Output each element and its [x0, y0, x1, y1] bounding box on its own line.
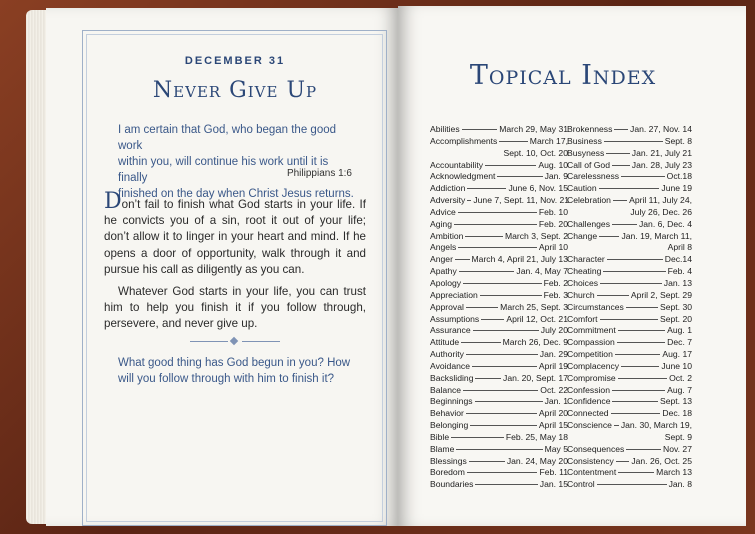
index-term: Consistency [567, 455, 614, 466]
leader-dots [611, 413, 661, 414]
index-entry [430, 207, 568, 219]
index-term: Adversity [430, 195, 466, 206]
index-term: Appreciation [430, 289, 478, 300]
index-term: Boredom [430, 467, 465, 478]
index-reference: Dec. 18 [662, 408, 692, 419]
index-entry [567, 467, 692, 479]
index-reference: April 12, Oct. 21 [506, 313, 568, 324]
index-term: Backsliding [430, 372, 474, 383]
verse-line: within you, will continue his work until it is finally [118, 156, 329, 184]
index-term: Assurance [430, 325, 471, 336]
index-entry [430, 385, 568, 397]
index-term: Celebration [567, 195, 611, 206]
index-reference: Aug. 7 [667, 384, 692, 395]
index-entry [430, 160, 568, 172]
index-reference: June 10 [661, 360, 692, 371]
index-entry [430, 325, 568, 337]
index-term: Call of God [567, 159, 610, 170]
leader-dots [612, 401, 658, 402]
index-term: Boundaries [430, 479, 474, 490]
index-entry [567, 314, 692, 326]
devotional-date: DECEMBER 31 [184, 55, 286, 67]
index-reference: April 20 [538, 408, 568, 419]
index-entry [567, 160, 692, 172]
index-term: Avoidance [430, 360, 470, 371]
divider-line [190, 341, 228, 342]
index-entry [567, 290, 692, 302]
index-entry [567, 396, 692, 408]
index-reference: Aug. 17 [662, 349, 692, 360]
index-reference: Jan. 13 [663, 277, 692, 288]
index-entry [430, 278, 568, 290]
index-entry [430, 361, 568, 373]
index-reference: Jan. 27, Nov. 14 [630, 124, 692, 134]
index-reference: Dec. 7 [667, 337, 692, 348]
index-term: Authority [430, 349, 464, 360]
index-entry [430, 479, 568, 491]
index-reference-continued: April 8 [667, 242, 692, 253]
leader-dots [606, 153, 630, 154]
index-reference: April 15 [538, 420, 568, 431]
index-entry [430, 337, 568, 349]
leader-dots [614, 425, 619, 426]
index-term: Blessings [430, 455, 467, 466]
leader-dots [618, 472, 654, 473]
index-column-left [430, 124, 568, 491]
leader-dots [618, 378, 667, 379]
index-entry [567, 254, 692, 266]
index-reference: Oct. 22 [540, 384, 568, 395]
leader-dots [597, 484, 667, 485]
index-reference: Feb. 11 [539, 467, 568, 478]
leader-dots [480, 295, 542, 296]
index-reference: Feb. 20 [538, 218, 568, 229]
leader-dots [612, 165, 630, 166]
index-entry [430, 290, 568, 302]
leader-dots [451, 437, 504, 438]
index-term: Belonging [430, 420, 469, 431]
index-reference: Sept. 30 [659, 301, 692, 312]
leader-dots [616, 461, 630, 462]
leader-dots [466, 354, 538, 355]
index-term: Confidence [567, 396, 611, 407]
index-term: Circumstances [567, 301, 624, 312]
index-term: Conscience [567, 420, 612, 431]
index-entry [430, 219, 568, 231]
leader-dots [472, 366, 537, 367]
drop-cap: D [104, 189, 122, 214]
leader-dots [597, 295, 629, 296]
leader-dots [599, 188, 660, 189]
index-reference: Oct. 2 [669, 372, 692, 383]
index-entry [567, 124, 692, 136]
index-reference: Sept. 20 [659, 313, 692, 324]
index-term: Angels [430, 242, 457, 253]
leader-dots [621, 176, 665, 177]
index-reference: March 3, Sept. 2 [504, 230, 568, 241]
index-entry [430, 432, 568, 444]
divider-line [242, 341, 280, 342]
index-term: Choices [567, 277, 599, 288]
index-reference: Sept. 13 [659, 396, 692, 407]
index-term: Brokenness [567, 124, 613, 134]
leader-dots [626, 307, 658, 308]
leader-dots [461, 342, 500, 343]
leader-dots [612, 224, 637, 225]
leader-dots [475, 401, 543, 402]
index-entry [567, 420, 692, 432]
index-reference: Jan. 26, Oct. 25 [631, 455, 692, 466]
index-term: Change [567, 230, 598, 241]
leader-dots [604, 141, 663, 142]
index-term: Business [567, 135, 602, 146]
index-reference: Oct.18 [666, 171, 692, 182]
index-reference: Jan. 8 [668, 479, 692, 490]
leader-dots [475, 378, 501, 379]
index-reference: March 25, Sept. 3 [500, 301, 568, 312]
leader-dots [467, 200, 471, 201]
index-reference: Jan. 9 [544, 171, 568, 182]
index-entry [430, 456, 568, 468]
leader-dots [485, 165, 536, 166]
index-entry [567, 337, 692, 349]
index-title: Topical Index [469, 60, 657, 91]
devotional-title: Never Give Up [152, 78, 318, 103]
index-entry [567, 231, 692, 243]
index-entry [567, 361, 692, 373]
index-reference: Jan. 20, Sept. 17 [503, 372, 568, 383]
leader-dots [466, 413, 537, 414]
index-term: Contentment [567, 467, 617, 478]
index-reference: March 4, April 21, July 13 [471, 254, 568, 265]
index-entry [430, 302, 568, 314]
index-term: Attitude [430, 337, 460, 348]
index-entry [430, 420, 568, 432]
index-entry [567, 278, 692, 290]
leader-dots [607, 259, 663, 260]
index-entry [430, 124, 568, 136]
index-reference: Dec.14 [664, 254, 692, 265]
index-term: Balance [430, 384, 462, 395]
index-reference: Jan. 24, May 20 [506, 455, 568, 466]
leader-dots [626, 449, 661, 450]
ornament-divider [190, 338, 280, 344]
leader-dots [612, 390, 665, 391]
leader-dots [459, 271, 515, 272]
index-term: Consequences [567, 443, 625, 454]
leader-dots [463, 390, 538, 391]
leader-dots [497, 176, 542, 177]
index-reference: April 2, Sept. 29 [630, 289, 692, 300]
index-reference: April 19 [538, 360, 568, 371]
verse-reference: Philippians 1:6 [286, 168, 352, 179]
index-term: Comfort [567, 313, 598, 324]
index-reference: June 19 [661, 183, 692, 194]
leader-dots [467, 472, 538, 473]
index-reference: July 20 [540, 325, 568, 336]
leader-dots [465, 236, 503, 237]
reflection-question: What good thing has God begun in you? How will you follow through with him to finish it? [118, 357, 351, 385]
index-reference: March 17, [529, 135, 568, 146]
index-term: Cheating [567, 266, 602, 277]
index-entry [567, 219, 692, 231]
index-term: Confession [567, 384, 610, 395]
index-reference: Nov. 27 [663, 443, 692, 454]
index-reference: March 26, Dec. 9 [502, 337, 568, 348]
leader-dots [475, 484, 537, 485]
index-entry [567, 479, 692, 491]
index-term: Aging [430, 218, 452, 229]
index-entry [430, 242, 568, 254]
index-reference: Feb. 2 [543, 277, 568, 288]
index-term: Complacency [567, 360, 620, 371]
index-term: Competition [567, 349, 613, 360]
leader-dots [481, 319, 504, 320]
index-entry [430, 408, 568, 420]
index-entry [430, 349, 568, 361]
leader-dots [621, 366, 659, 367]
index-reference: Jan. 1 [544, 396, 568, 407]
index-entry [567, 266, 692, 278]
scripture-verse [118, 122, 354, 202]
index-entry [430, 183, 568, 195]
index-term: Apology [430, 277, 462, 288]
index-entry [430, 231, 568, 243]
index-reference: April 11, July 24, [629, 195, 692, 206]
leader-dots [466, 307, 498, 308]
index-term: Advice [430, 206, 456, 217]
index-term: Caution [567, 183, 597, 194]
index-reference: Sept. 8 [664, 135, 692, 146]
index-term: Acknowledgment [430, 171, 496, 182]
index-reference: Jan. 6, Dec. 4 [638, 218, 692, 229]
verse-line: finished on the day when Christ Jesus returns. [118, 188, 354, 200]
leader-dots [600, 283, 662, 284]
index-reference: May 5 [544, 443, 568, 454]
index-reference: March 13 [656, 467, 692, 478]
index-reference: Aug. 10 [538, 159, 568, 170]
index-reference: Jan. 28, July 23 [631, 159, 692, 170]
index-term: Compromise [567, 372, 616, 383]
index-entry [567, 408, 692, 420]
leader-dots [458, 247, 537, 248]
index-reference: June 7, Sept. 11, Nov. 21 [473, 195, 570, 206]
index-entry [567, 195, 692, 207]
paragraph-1-text: on’t fail to finish what God starts in your life. If he convicts you of a sin, root it out of your life; don’t allow it to linger in your heart and mind. If he opens a door of opportunity, walk through it and pursue his call as diligently as you can. [104, 198, 366, 276]
index-reference: Feb. 10 [538, 206, 568, 217]
index-term: Bible [430, 431, 450, 442]
index-reference: Feb. 4 [667, 266, 692, 277]
verse-line: I am certain that God, who began the good work [118, 124, 337, 152]
index-reference: Jan. 19, March 11, [621, 230, 692, 241]
index-reference: Aug. 1 [667, 325, 692, 336]
index-entry [567, 325, 692, 337]
index-entry [430, 373, 568, 385]
index-reference: Jan. 29 [539, 349, 568, 360]
leader-dots [603, 271, 665, 272]
index-reference: Jan. 15 [539, 479, 568, 490]
index-reference: June 6, Nov. 15 [508, 183, 568, 194]
index-reference: Feb. 3 [543, 289, 568, 300]
index-entry [567, 373, 692, 385]
index-entry [567, 136, 692, 148]
index-entry [430, 314, 568, 326]
leader-dots [462, 129, 498, 130]
leader-dots [470, 425, 537, 426]
index-term: Behavior [430, 408, 464, 419]
index-term: Busyness [567, 147, 605, 158]
index-entry [567, 148, 692, 160]
paragraph-2: Whatever God starts in your life, you can trust him to help you finish it if you follow through, persevere, and never give up. [104, 285, 366, 331]
index-reference-continued: Sept. 9 [664, 431, 692, 442]
leader-dots [499, 141, 527, 142]
leader-dots [613, 200, 627, 201]
index-term: Addiction [430, 183, 466, 194]
leader-dots [455, 259, 470, 260]
index-term: Compassion [567, 337, 615, 348]
index-entry [567, 349, 692, 361]
diamond-icon [230, 337, 238, 345]
index-term: Character [567, 254, 605, 265]
index-term: Apathy [430, 266, 457, 277]
index-term: Connected [567, 408, 609, 419]
index-reference-continued: July 26, Dec. 26 [630, 206, 692, 217]
leader-dots [456, 449, 542, 450]
index-entry [430, 266, 568, 278]
index-entry [430, 467, 568, 479]
leader-dots [467, 188, 506, 189]
index-reference: Feb. 25, May 18 [505, 431, 568, 442]
index-entry [567, 456, 692, 468]
leader-dots [615, 354, 661, 355]
index-reference: Jan. 30, March 19, [620, 420, 692, 431]
index-term: Ambition [430, 230, 464, 241]
index-entry [567, 385, 692, 397]
index-term: Approval [430, 301, 464, 312]
index-term: Church [567, 289, 595, 300]
index-entry [430, 254, 568, 266]
index-entry [430, 136, 568, 148]
index-term: Carelessness [567, 171, 620, 182]
index-term: Accountability [430, 159, 484, 170]
leader-dots [454, 224, 537, 225]
index-term: Beginnings [430, 396, 473, 407]
index-term: Accomplishments [430, 135, 498, 146]
leader-dots [473, 330, 539, 331]
index-term: Challenges [567, 218, 610, 229]
leader-dots [458, 212, 537, 213]
index-entry [567, 444, 692, 456]
index-entry [430, 195, 568, 207]
index-reference-continued: Sept. 10, Oct. 20 [503, 147, 568, 158]
index-term: Blame [430, 443, 455, 454]
leader-dots [618, 330, 665, 331]
index-entry [430, 171, 568, 183]
index-column-right [567, 124, 692, 491]
index-reference: March 29, May 31 [499, 124, 568, 134]
leader-dots [463, 283, 542, 284]
index-entry [430, 444, 568, 456]
index-term: Control [567, 479, 595, 490]
index-term: Anger [430, 254, 453, 265]
leader-dots [469, 461, 505, 462]
leader-dots [600, 319, 658, 320]
leader-dots [614, 129, 628, 130]
leader-dots [599, 236, 619, 237]
index-term: Assumptions [430, 313, 480, 324]
index-term: Abilities [430, 124, 460, 134]
index-reference: Jan. 4, May 7 [516, 266, 568, 277]
index-entry [430, 396, 568, 408]
index-entry [567, 183, 692, 195]
index-reference: Jan. 21, July 21 [631, 147, 692, 158]
index-entry [567, 302, 692, 314]
index-reference: April 10 [538, 242, 568, 253]
index-term: Commitment [567, 325, 616, 336]
leader-dots [617, 342, 665, 343]
index-entry [567, 171, 692, 183]
